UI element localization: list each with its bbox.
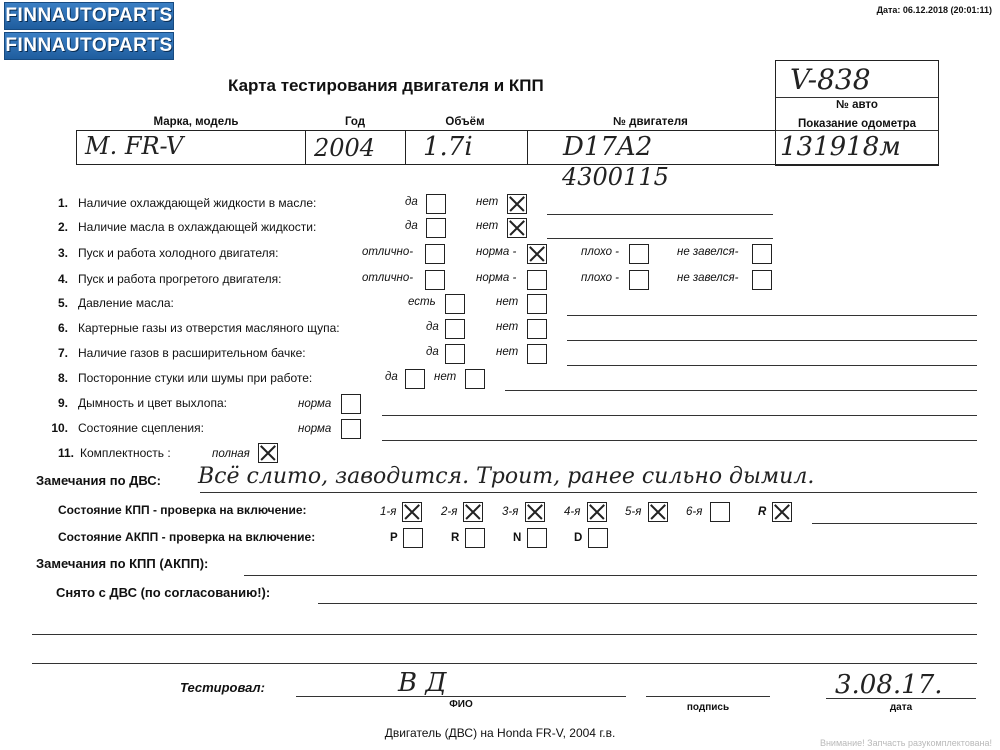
gear-4-label: 4-я (564, 506, 581, 518)
q3-nostart-checkbox[interactable] (752, 244, 772, 264)
q4-option-excellent-label: отлично- (362, 272, 414, 284)
tested-label: Тестировал: (180, 680, 265, 695)
auto-n-checkbox[interactable] (527, 528, 547, 548)
question-7-number: 7. (57, 346, 68, 360)
q7-option-yes-label: да (426, 346, 439, 358)
test-date-value: 3.08.17. (835, 670, 943, 700)
q4-option-normal-label: норма - (476, 272, 517, 284)
q7-no-checkbox[interactable] (527, 344, 547, 364)
engine-number-value-2: 4300115 (562, 163, 669, 191)
volume-value: 1.7i (423, 132, 473, 162)
removed-label: Снято с ДВС (по согласованию!): (56, 585, 271, 600)
q1-option-yes-label: да (405, 196, 418, 208)
date-label: дата (889, 702, 913, 713)
signature-label: подпись (686, 702, 730, 713)
auto-n-label: N (513, 532, 522, 544)
q2-no-checkbox[interactable] (507, 218, 527, 238)
q6-no-checkbox[interactable] (527, 319, 547, 339)
q5-option-no-label: нет (496, 296, 519, 308)
gear-r-label: R (758, 506, 767, 518)
question-6-text: Картерные газы из отверстия масляного щупа: (78, 321, 340, 335)
q11-option-full-label: полная (212, 448, 250, 460)
gear-1-checkbox[interactable] (402, 502, 422, 522)
gearbox-remarks-label: Замечания по КПП (АКПП): (36, 556, 209, 571)
question-11-number: 11. (57, 446, 74, 460)
q3-option-nostart-label: не завелся- (677, 246, 739, 258)
q3-option-bad-label: плохо - (581, 246, 619, 258)
q3-bad-checkbox[interactable] (629, 244, 649, 264)
q10-normal-checkbox[interactable] (341, 419, 361, 439)
q3-excellent-checkbox[interactable] (425, 244, 445, 264)
question-10-text: Состояние сцепления: (78, 421, 204, 435)
question-9-text: Дымность и цвет выхлопа: (78, 396, 227, 410)
volume-cell (405, 130, 528, 165)
question-3-text: Пуск и работа холодного двигателя: (78, 246, 279, 260)
year-cell (304, 130, 406, 165)
auto-gearbox-label: Состояние АКПП - проверка на включение: (58, 530, 316, 544)
auto-p-label: P (390, 532, 398, 544)
q2-yes-checkbox[interactable] (426, 218, 446, 238)
photo-caption: Двигатель (ДВС) на Honda FR-V, 2004 г.в. (384, 726, 616, 740)
auto-r-checkbox[interactable] (465, 528, 485, 548)
q5-yes-checkbox[interactable] (445, 294, 465, 314)
auto-number-value: V-838 (790, 63, 871, 96)
question-9-number: 9. (57, 396, 68, 410)
q1-yes-checkbox[interactable] (426, 194, 446, 214)
auto-d-label: D (574, 532, 583, 544)
make-value: М. FR-V (85, 132, 184, 160)
q4-excellent-checkbox[interactable] (425, 270, 445, 290)
q1-option-no-label: нет (476, 196, 499, 208)
question-6-number: 6. (57, 321, 68, 335)
q6-yes-checkbox[interactable] (445, 319, 465, 339)
q9-normal-checkbox[interactable] (341, 394, 361, 414)
q4-option-bad-label: плохо - (581, 272, 619, 284)
make-label: Марка, модель (153, 116, 239, 128)
q5-option-yes-label: есть (408, 296, 436, 308)
gear-5-label: 5-я (625, 506, 642, 518)
q3-normal-checkbox[interactable] (527, 244, 547, 264)
question-4-number: 4. (57, 272, 68, 286)
question-11-text: Комплектность : (80, 446, 171, 460)
q2-option-no-label: нет (476, 220, 499, 232)
odometer-label: Показание одометра (798, 118, 916, 130)
volume-label: Объём (445, 116, 485, 128)
gear-6-checkbox[interactable] (710, 502, 730, 522)
q5-no-checkbox[interactable] (527, 294, 547, 314)
gear-r-checkbox[interactable] (772, 502, 792, 522)
gear-4-checkbox[interactable] (587, 502, 607, 522)
question-8-number: 8. (57, 371, 68, 385)
logo-line-2: FINNAUTOPARTS (4, 32, 174, 60)
fio-label: ФИО (449, 699, 473, 710)
q8-option-no-label: нет (434, 371, 457, 383)
auto-number-label: № авто (836, 99, 878, 111)
tester-signature: В Д (398, 668, 447, 698)
question-1-number: 1. (57, 196, 68, 210)
engine-remarks-label: Замечания по ДВС: (36, 473, 161, 488)
gear-5-checkbox[interactable] (648, 502, 668, 522)
q2-option-yes-label: да (405, 220, 418, 232)
gear-3-checkbox[interactable] (525, 502, 545, 522)
engine-number-value: D17A2 (563, 132, 653, 162)
q3-option-excellent-label: отлично- (362, 246, 414, 258)
auto-p-checkbox[interactable] (403, 528, 423, 548)
logo-line-1: FINNAUTOPARTS (4, 2, 174, 30)
question-4-text: Пуск и работа прогретого двигателя: (78, 272, 282, 286)
gear-3-label: 3-я (502, 506, 519, 518)
q6-option-yes-label: да (426, 321, 439, 333)
engine-number-label: № двигателя (613, 116, 688, 128)
year-label: Год (344, 116, 366, 128)
q8-no-checkbox[interactable] (465, 369, 485, 389)
q4-bad-checkbox[interactable] (629, 270, 649, 290)
gear-1-label: 1-я (380, 506, 397, 518)
q10-option-normal-label: норма (298, 423, 332, 435)
engine-remarks-value: Всё слито, заводится. Троит, ранее сильно дымил. (198, 464, 815, 489)
auto-r-label: R (451, 532, 460, 544)
q3-option-normal-label: норма - (476, 246, 517, 258)
question-1-text: Наличие охлаждающей жидкости в масле: (78, 196, 317, 210)
question-3-number: 3. (57, 246, 68, 260)
q9-option-normal-label: норма (298, 398, 332, 410)
q4-normal-checkbox[interactable] (527, 270, 547, 290)
year-value: 2004 (314, 134, 376, 162)
date-stamp: Дата: 06.12.2018 (20:01:11) (876, 5, 992, 15)
odometer-cell (775, 130, 939, 165)
question-2-text: Наличие масла в охлаждающей жидкости: (78, 220, 317, 234)
q8-yes-checkbox[interactable] (405, 369, 425, 389)
make-cell (76, 130, 306, 165)
q7-option-no-label: нет (496, 346, 519, 358)
question-5-text: Давление масла: (78, 296, 174, 310)
question-5-number: 5. (57, 296, 68, 310)
gear-6-label: 6-я (686, 506, 703, 518)
q6-option-no-label: нет (496, 321, 519, 333)
q8-option-yes-label: да (385, 371, 398, 383)
watermark: Внимание! Запчасть разукомплектована! (819, 738, 992, 748)
engine-number-cell (527, 130, 776, 165)
manual-gearbox-label: Состояние КПП - проверка на включение: (58, 503, 307, 517)
question-8-text: Посторонние стуки или шумы при работе: (78, 371, 313, 385)
question-7-text: Наличие газов в расширительном бачке: (78, 346, 306, 360)
q4-option-nostart-label: не завелся- (677, 272, 739, 284)
question-2-number: 2. (57, 220, 68, 234)
q4-nostart-checkbox[interactable] (752, 270, 772, 290)
q11-full-checkbox[interactable] (258, 443, 278, 463)
question-10-number: 10. (51, 421, 68, 435)
odometer-value: 131918м (780, 132, 901, 162)
page-title: Карта тестирования двигателя и КПП (228, 76, 544, 95)
auto-d-checkbox[interactable] (588, 528, 608, 548)
q1-no-checkbox[interactable] (507, 194, 527, 214)
gear-2-label: 2-я (441, 506, 458, 518)
gear-2-checkbox[interactable] (463, 502, 483, 522)
q7-yes-checkbox[interactable] (445, 344, 465, 364)
